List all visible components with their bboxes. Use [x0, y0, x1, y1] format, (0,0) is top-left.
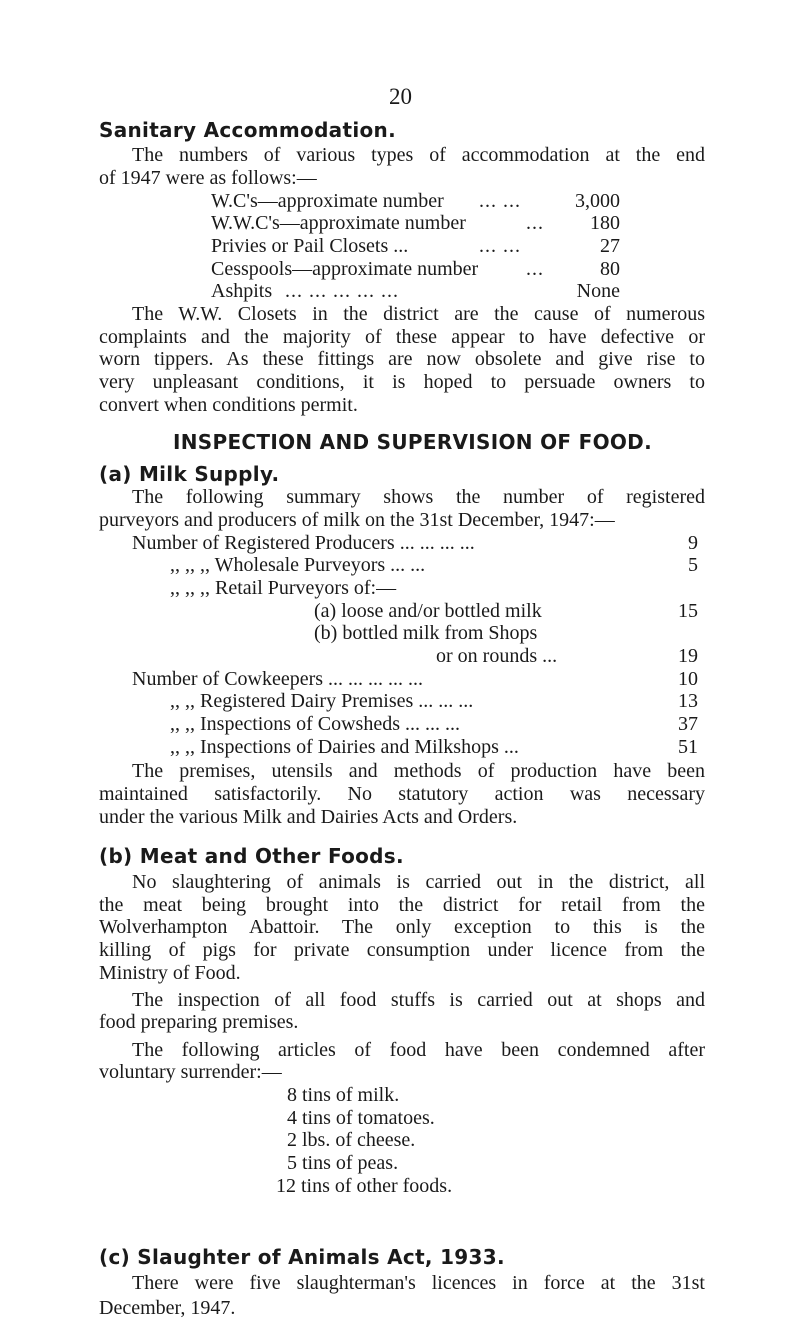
meat-para-line: The inspection of all food stuffs is carried out at shops and — [132, 988, 705, 1011]
sanitary-intro-line: The numbers of various types of accommodation at the end — [132, 144, 705, 167]
milk-row-label: or on rounds ... — [436, 645, 558, 667]
milk-row-value: 5 — [688, 554, 698, 577]
sanitary-item-dots: ... ... — [479, 189, 521, 212]
milk-intro-line: The following summary shows the number of registered — [132, 486, 705, 509]
condemned-article: 4 tins of tomatoes. — [287, 1106, 435, 1129]
sanitary-heading: Sanitary Accommodation. — [99, 118, 396, 143]
sanitary-item-dots: ... — [526, 257, 544, 280]
sanitary-item-label: W.W.C's—approximate number — [211, 212, 466, 235]
milk-row-value: 9 — [688, 531, 698, 554]
milk-row-label: Number of Registered Producers ... ... ... ... — [132, 531, 475, 554]
meat-foods-heading: (b) Meat and Other Foods. — [99, 843, 404, 868]
milk-row-value: 37 — [678, 713, 698, 736]
meat-para-line: killing of pigs for private consumption under licence from the — [99, 938, 705, 961]
milk-row-value: 15 — [678, 599, 698, 622]
milk-row-label: (a) loose and/or bottled milk — [314, 599, 542, 622]
meat-para-line: the meat being brought into the district for retail from the — [99, 893, 705, 916]
condemned-article: 12 tins of other foods. — [276, 1174, 453, 1197]
sanitary-item-value: None — [576, 280, 620, 303]
milk-row-value: 13 — [678, 690, 698, 713]
milk-row-value: 51 — [678, 735, 698, 758]
sanitary-item-dots: ... ... ... ... ... — [285, 280, 399, 303]
meat-para-line: Ministry of Food. — [99, 961, 241, 984]
sanitary-item-dots: ... ... — [479, 235, 521, 258]
slaughter-para-line: December, 1947. — [99, 1297, 236, 1319]
milk-row-label: ,, ,, ,, Retail Purveyors of:— — [170, 576, 397, 599]
milk-row-label: Number of Cowkeepers ... ... ... ... ... — [132, 667, 424, 690]
slaughter-heading: (c) Slaughter of Animals Act, 1933. — [99, 1245, 505, 1269]
milk-row-label: ,, ,, Inspections of Dairies and Milkshops ... — [170, 735, 519, 758]
meat-para-line: food preparing premises. — [99, 1011, 299, 1034]
condemned-article: 5 tins of peas. — [287, 1152, 399, 1174]
sanitary-para-line: The W.W. Closets in the district are the cause of numerous — [132, 303, 705, 326]
condemned-article: 2 lbs. of cheese. — [287, 1129, 416, 1152]
sanitary-para-line: worn tippers. As these fittings are now obsolete and give rise to — [99, 348, 705, 371]
sanitary-item-label: Privies or Pail Closets ... — [211, 235, 409, 258]
sanitary-item-value: 3,000 — [575, 189, 620, 212]
sanitary-item-value: 80 — [600, 257, 620, 280]
milk-row-value: 10 — [678, 667, 698, 690]
sanitary-para-line: very unpleasant conditions, it is hoped to persuade owners to — [99, 371, 705, 394]
milk-intro-line: purveyors and producers of milk on the 31st December, 1947:— — [99, 508, 615, 531]
inspection-heading: INSPECTION AND SUPERVISION OF FOOD. — [173, 430, 652, 455]
milk-row-label: ,, ,, Registered Dairy Premises ... ... ... — [170, 690, 474, 713]
milk-para-line: The premises, utensils and methods of production have been — [132, 760, 705, 783]
milk-supply-heading: (a) Milk Supply. — [99, 461, 280, 486]
meat-para-line: The following articles of food have been condemned after — [132, 1038, 705, 1061]
sanitary-item-label: Ashpits — [211, 280, 273, 303]
condemned-article: 8 tins of milk. — [287, 1083, 400, 1106]
sanitary-item-value: 27 — [600, 235, 620, 258]
milk-para-line: maintained satisfactorily. No statutory action was necessary — [99, 782, 705, 805]
page-number: 20 — [389, 84, 412, 109]
milk-row-label: ,, ,, Inspections of Cowsheds ... ... ... — [170, 713, 460, 736]
sanitary-item-label: Cesspools—approximate number — [211, 257, 479, 280]
milk-row-value: 19 — [678, 645, 698, 667]
sanitary-item-value: 180 — [590, 212, 620, 235]
milk-row-label: (b) bottled milk from Shops — [314, 622, 538, 645]
slaughter-para-line: There were five slaughterman's licences in force at the 31st — [132, 1272, 705, 1294]
meat-para-line: Wolverhampton Abattoir. The only exception to this is the — [99, 916, 705, 939]
sanitary-intro-line: of 1947 were as follows:— — [99, 167, 317, 190]
milk-row-label: ,, ,, ,, Wholesale Purveyors ... ... — [170, 554, 426, 577]
sanitary-item-dots: ... — [526, 212, 544, 235]
milk-para-line: under the various Milk and Dairies Acts and Orders. — [99, 805, 518, 828]
sanitary-item-label: W.C's—approximate number — [211, 189, 444, 212]
sanitary-para-line: complaints and the majority of these appear to have defective or — [99, 325, 705, 348]
sanitary-para-line: convert when conditions permit. — [99, 393, 358, 416]
meat-para-line: voluntary surrender:— — [99, 1061, 282, 1084]
meat-para-line: No slaughtering of animals is carried out in the district, all — [132, 870, 705, 893]
